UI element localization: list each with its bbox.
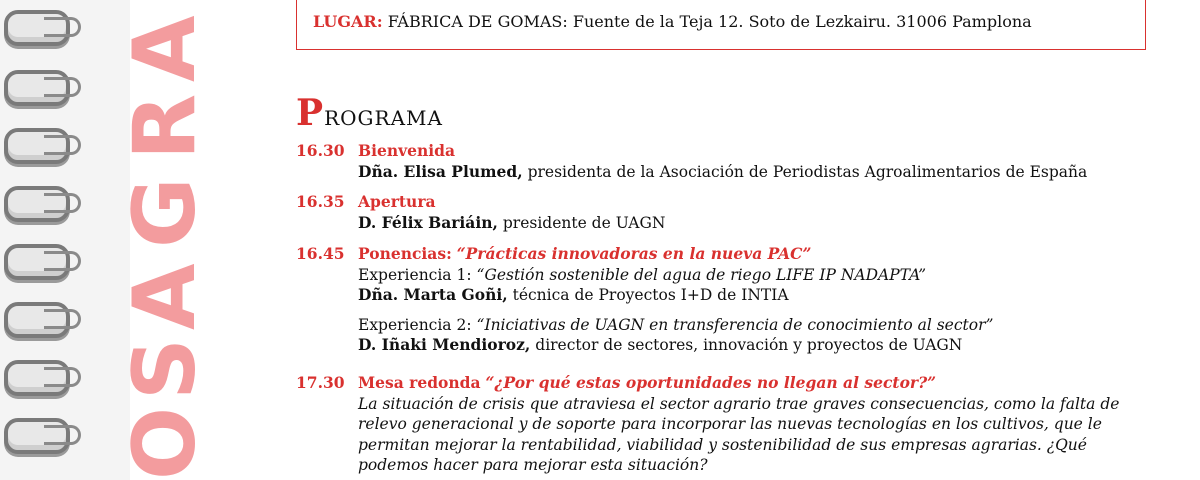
binder-ring xyxy=(4,244,70,280)
location-text: FÁBRICA DE GOMAS: Fuente de la Teja 12. Soto de Lezkairu. 31006 Pamplona xyxy=(387,12,1032,31)
experience-title: “Gestión sostenible del agua de riego LIFE IP NADAPTA” xyxy=(476,265,927,284)
item-title-quote: “Prácticas innovadoras en la nueva PAC” xyxy=(456,244,812,263)
decorative-letter: G xyxy=(115,177,215,248)
item-title: Ponencias: xyxy=(358,244,452,263)
binder-ring xyxy=(4,70,70,106)
section-title-rest: rograma xyxy=(324,99,443,132)
item-title: Bienvenida xyxy=(358,141,456,160)
binder-ring xyxy=(4,128,70,164)
item-time: 16.35 xyxy=(296,192,345,211)
decorative-letter: A xyxy=(115,263,215,330)
speaker-role: director de sectores, innovación y proyectos de UAGN xyxy=(535,336,963,354)
section-title xyxy=(296,92,443,134)
item-time: 16.30 xyxy=(296,141,345,160)
binder-ring xyxy=(4,360,70,396)
program-item xyxy=(296,192,1176,233)
item-title: Mesa redonda xyxy=(358,373,481,392)
location-line xyxy=(313,12,1032,31)
location-label: LUGAR: xyxy=(313,12,383,31)
decorative-letter: O xyxy=(115,406,215,480)
binder-decoration xyxy=(0,0,130,480)
speaker-role: presidenta de la Asociación de Periodistas Agroalimentarios de España xyxy=(527,162,1088,181)
experience-label: Experiencia 1: xyxy=(358,265,472,284)
binder-ring xyxy=(4,418,70,454)
decorative-letter: A xyxy=(115,15,215,82)
item-description: La situación de crisis que atraviesa el sector agrario trae graves consecuencias, como la falta de relevo generacional y de soporte para incorporar las nuevas tecnologías en los cultivos, que le permitan mejorar la rentabilidad, viabilidad y sostenibilidad de sus empresas agrarias. ¿Qué podemos hacer para mejorar esta situación? xyxy=(358,394,1120,474)
item-title: Apertura xyxy=(358,192,436,211)
decorative-letter: R xyxy=(115,93,215,160)
program-item xyxy=(296,244,1176,356)
binder-ring xyxy=(4,186,70,222)
program-item xyxy=(296,373,1176,476)
binder-ring xyxy=(4,302,70,338)
experience-title: “Iniciativas de UAGN en transferencia de conocimiento al sector” xyxy=(476,315,994,334)
binder-ring xyxy=(4,10,70,46)
item-time: 16.45 xyxy=(296,244,345,263)
decorative-letter: S xyxy=(115,338,215,400)
speaker-name: D. Félix Bariáin, xyxy=(358,212,498,232)
speaker-name: Dña. Marta Goñi, xyxy=(358,285,508,304)
section-title-initial: P xyxy=(296,92,325,134)
item-time: 17.30 xyxy=(296,373,345,392)
item-title-quote: “¿Por qué estas oportunidades no llegan al sector?” xyxy=(485,373,937,392)
speaker-role: presidente de UAGN xyxy=(502,213,666,232)
speaker-name: Dña. Elisa Plumed, xyxy=(358,161,523,181)
program-item xyxy=(296,141,1176,182)
speaker-name: D. Iñaki Mendioroz, xyxy=(358,335,531,354)
speaker-role: técnica de Proyectos I+D de INTIA xyxy=(512,286,789,304)
experience-label: Experiencia 2: xyxy=(358,315,472,334)
